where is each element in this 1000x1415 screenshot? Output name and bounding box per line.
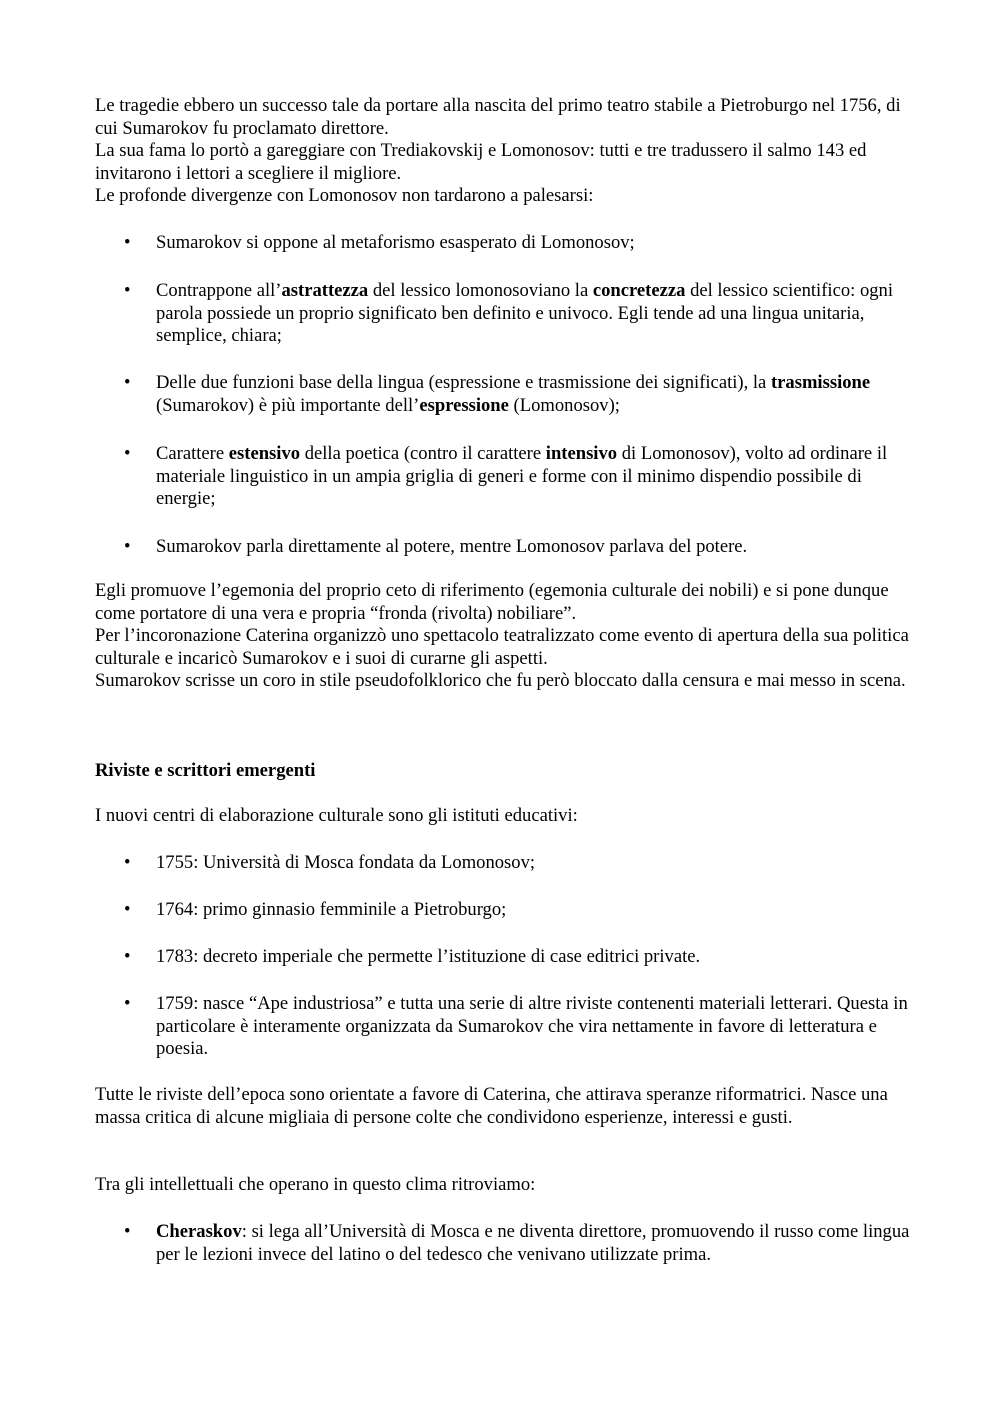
bullet-marker: • — [124, 852, 131, 873]
bold-term: concretezza — [592, 280, 686, 301]
bullet-marker: • — [124, 536, 131, 557]
bullet-marker: • — [124, 443, 131, 464]
list-item-text: Carattere — [156, 443, 229, 464]
list-item: 1783: decreto imperiale che permette l’istituzione di case editrici private. — [156, 946, 701, 967]
intro-paragraph-3: Le profonde divergenze con Lomonosov non tardarono a palesarsi: — [95, 185, 594, 206]
list-item-text: della poetica (contro il carattere — [300, 443, 546, 464]
list-item — [156, 1221, 916, 1266]
bold-term: estensivo — [228, 443, 301, 464]
list-item: Sumarokov si oppone al metaforismo esasperato di Lomonosov; — [156, 232, 635, 253]
bullet-marker: • — [124, 899, 131, 920]
list-item — [156, 372, 916, 417]
list-item-text: (Lomonosov); — [508, 394, 620, 416]
intro-paragraph-2: La sua fama lo portò a gareggiare con Trediakovskij e Lomonosov: tutti e tre tradussero il salmo 143 ed invitarono i lettori a scegliere il migliore. — [95, 140, 867, 184]
list-item — [156, 443, 916, 511]
bold-term: Cheraskov — [156, 1221, 242, 1242]
list-item: 1764: primo ginnasio femminile a Pietroburgo; — [156, 899, 507, 920]
bold-term: trasmissione — [770, 372, 871, 393]
bullet-marker: • — [124, 232, 131, 253]
section-intro: I nuovi centri di elaborazione culturale sono gli istituti educativi: — [95, 805, 578, 826]
bullet-marker: • — [124, 1221, 131, 1242]
bullet-marker: • — [124, 280, 131, 301]
section-heading: Riviste e scrittori emergenti — [95, 760, 316, 781]
body-paragraph: Tutte le riviste dell’epoca sono orientate a favore di Caterina, che attirava speranze riformatrici. Nasce una massa critica di alcune migliaia di persone colte che condividono esperienze, interessi e gusti. — [95, 1084, 888, 1128]
list-item: Sumarokov parla direttamente al potere, mentre Lomonosov parlava del potere. — [156, 536, 748, 557]
list-item-text: del lessico lomonosoviano la — [368, 280, 593, 301]
body-paragraph: Tra gli intellettuali che operano in questo clima ritroviamo: — [95, 1174, 536, 1195]
list-item-text: (Sumarokov) è più importante dell’ — [156, 394, 420, 416]
body-paragraph: Sumarokov scrisse un coro in stile pseudofolklorico che fu però bloccato dalla censura e mai messo in scena. — [95, 670, 906, 691]
bullet-marker: • — [124, 946, 131, 967]
bullet-marker: • — [124, 993, 131, 1014]
list-item-text: Contrappone all’ — [156, 280, 282, 301]
list-item-text: : si lega all’Università di Mosca e ne diventa direttore, promuovendo il russo come lingua per le lezioni invece del latino o del tedesco che venivano utilizzate prima. — [156, 1221, 910, 1265]
list-item — [156, 280, 916, 348]
bullet-marker: • — [124, 372, 131, 393]
body-paragraph: Egli promuove l’egemonia del proprio ceto di riferimento (egemonia culturale dei nobili) e si pone dunque come portatore di una vera e propria “fronda (rivolta) nobiliare”. — [95, 580, 889, 624]
list-item-text: del lessico scientifico: ogni parola possiede un proprio significato ben definito e univoco. Egli tende ad una lingua unitaria, semplice, chiara; — [156, 280, 894, 346]
list-item-text: Delle due funzioni base della lingua (espressione e trasmissione dei significati), la — [156, 372, 771, 393]
bold-term: astrattezza — [281, 280, 369, 301]
body-paragraph: Per l’incoronazione Caterina organizzò uno spettacolo teatralizzato come evento di apertura della sua politica culturale e incaricò Sumarokov e i suoi di curarne gli aspetti. — [95, 625, 909, 669]
intro-paragraph-1: Le tragedie ebbero un successo tale da portare alla nascita del primo teatro stabile a Pietroburgo nel 1756, di cui Sumarokov fu proclamato direttore. — [95, 95, 901, 139]
list-item-text: di Lomonosov), volto ad ordinare il materiale linguistico in un ampia griglia di generi e forme con il minimo dispendio possibile di energie; — [156, 443, 888, 509]
list-item: 1755: Università di Mosca fondata da Lomonosov; — [156, 852, 536, 873]
list-item: 1759: nasce “Ape industriosa” e tutta una serie di altre riviste contenenti materiali letterari. Questa in particolare è interamente organizzata da Sumarokov che vira nettamente in favore di letteratura e poesia. — [156, 993, 908, 1059]
bold-term: espressione — [419, 394, 509, 416]
bold-term: intensivo — [545, 443, 618, 464]
